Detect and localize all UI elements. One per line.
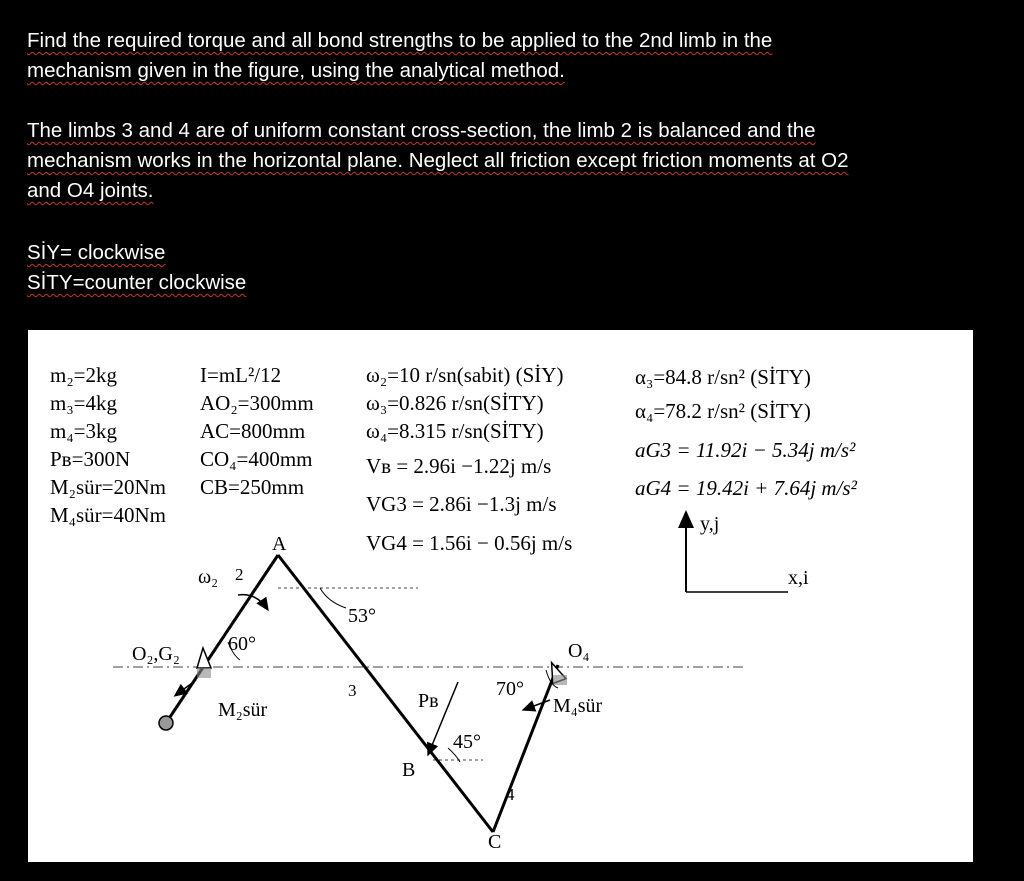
label-link-2: 2: [235, 565, 244, 584]
siy-definition: SİY= clockwise: [27, 241, 166, 264]
counterweight: [159, 716, 173, 730]
alpha3-value: α₃=84.8 r/sn² (SİTY): [635, 365, 811, 389]
problem-line-1: Find the required torque and all bond strengths to be applied to the 2nd limb in the: [27, 29, 773, 52]
label-m4sur: M₄sür: [553, 695, 603, 717]
label-o4: O₄: [568, 640, 590, 662]
mechanism-diagram: [28, 330, 973, 862]
diagram-labels: [132, 533, 603, 853]
label-c: C: [488, 831, 502, 853]
label-b: B: [402, 759, 416, 781]
mechanism-figure: [28, 330, 973, 862]
vg3-value: VG3 = 2.86i −1.3j m/s: [366, 492, 557, 516]
label-angle-45: 45°: [453, 731, 481, 753]
coordinate-axes: [686, 512, 809, 592]
m2sur-value: M₂sür=20Nm: [50, 475, 167, 499]
problem-line-4: mechanism works in the horizontal plane. Neglect all friction except friction moments at O2: [27, 149, 849, 172]
problem-conditions: [27, 116, 1007, 206]
direction-legend: [27, 238, 1007, 298]
problem-statement: [27, 26, 1007, 86]
angle-53-arc: [320, 588, 346, 608]
vg4-value: VG4 = 1.56i − 0.56j m/s: [366, 531, 573, 555]
pivot-o4: [546, 660, 567, 685]
acceleration-column: [635, 365, 858, 500]
ac-length: AC=800mm: [200, 419, 306, 443]
link-3: [278, 555, 493, 832]
inertia-formula: I=mL²/12: [200, 363, 282, 387]
label-angle-70: 70°: [496, 678, 524, 700]
m4-value: m₄=3kg: [50, 419, 117, 443]
problem-line-3: The limbs 3 and 4 are of uniform constant cross-section, the limb 2 is balanced and the: [27, 119, 816, 142]
problem-line-2: mechanism given in the figure, using the analytical method.: [27, 59, 565, 82]
label-a: A: [272, 533, 287, 555]
label-link-3: 3: [348, 681, 357, 700]
cb-length: CB=250mm: [200, 475, 305, 499]
pb-value: Pʙ=300N: [50, 447, 131, 471]
ag3-value: aG3 = 11.92i − 5.34j m/s²: [635, 438, 856, 462]
omega2-value: ω₂=10 r/sn(sabit) (SİY): [366, 363, 564, 387]
label-omega2: ω₂: [198, 566, 219, 588]
link-2: [166, 555, 278, 723]
co4-length: CO₄=400mm: [200, 447, 313, 471]
omega4-value: ω₄=8.315 r/sn(SİTY): [366, 419, 544, 443]
label-m2sur: M₂sür: [218, 699, 268, 721]
mass-load-column: [50, 363, 166, 527]
label-link-4: 4: [506, 785, 515, 804]
vb-value: Vʙ = 2.96i −1.22j m/s: [366, 454, 552, 478]
ag4-value: aG4 = 19.42i + 7.64j m/s²: [635, 476, 857, 500]
axis-y-label: y,j: [700, 513, 720, 535]
m2-value: m₂=2kg: [50, 363, 117, 387]
label-o2g2: O₂,G₂: [132, 643, 180, 665]
pivot-o2: [197, 648, 211, 678]
alpha4-value: α₄=78.2 r/sn² (SİTY): [635, 399, 811, 423]
m4sur-arrow: [523, 700, 550, 710]
m3-value: m₃=4kg: [50, 391, 117, 415]
problem-line-5: and O4 joints.: [27, 179, 154, 202]
omega3-value: ω₃=0.826 r/sn(SİTY): [366, 391, 544, 415]
geometry-column: [200, 363, 314, 499]
label-angle-60: 60°: [228, 633, 256, 655]
velocity-column: [366, 363, 572, 555]
axis-x-label: x,i: [788, 567, 809, 589]
label-angle-53: 53°: [348, 605, 376, 627]
sity-definition: SİTY=counter clockwise: [27, 271, 247, 294]
label-pb: Pʙ: [418, 690, 439, 712]
ao2-length: AO₂=300mm: [200, 391, 314, 415]
m4sur-value: M₄sür=40Nm: [50, 503, 167, 527]
